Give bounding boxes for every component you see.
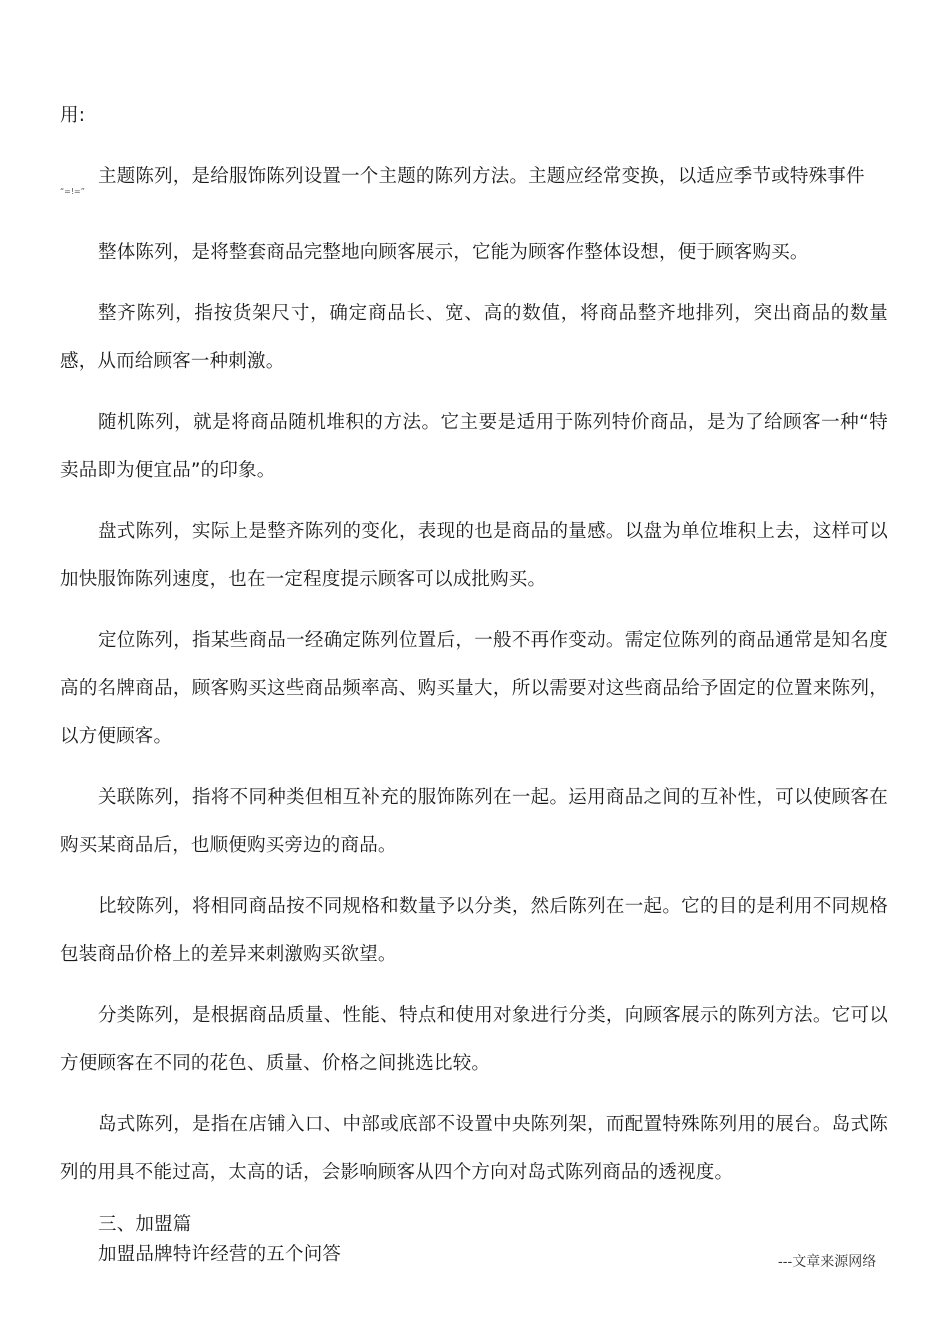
paragraph-theme-display: 主题陈列，是给服饰陈列设置一个主题的陈列方法。主题应经常变换，以适应季节或特殊事件 bbox=[98, 166, 865, 187]
paragraph-category-display: 分类陈列，是根据商品质量、性能、特点和使用对象进行分类，向顾客展示的陈列方法。它可以方便顾客在不同的花色、质量、价格之间挑选比较。 bbox=[60, 1005, 888, 1074]
paragraph-whole-display: 整体陈列，是将整套商品完整地向顾客展示，它能为顾客作整体设想，便于顾客购买。 bbox=[98, 242, 809, 263]
source-note: ---文章来源网络 bbox=[778, 1254, 877, 1270]
paragraph-comparison-display: 比较陈列，将相同商品按不同规格和数量予以分类，然后陈列在一起。它的目的是利用不同规格包装商品价格上的差异来刺激购买欲望。 bbox=[60, 896, 888, 965]
paragraph-neat-display: 整齐陈列，指按货架尺寸，确定商品长、宽、高的数值，将商品整齐地排列，突出商品的数量感，从而给顾客一种刺激。 bbox=[60, 303, 888, 372]
paragraph-related-display: 关联陈列，指将不同种类但相互补充的服饰陈列在一起。运用商品之间的互补性，可以使顾客在购买某商品后，也顺便购买旁边的商品。 bbox=[60, 787, 888, 856]
paragraph-random-display: 随机陈列，就是将商品随机堆积的方法。它主要是适用于陈列特价商品，是为了给顾客一种“特卖品即为便宜品”的印象。 bbox=[60, 412, 888, 481]
section-subheading: 加盟品牌特许经营的五个问答 bbox=[98, 1244, 342, 1265]
paragraph-fixed-display: 定位陈列，指某些商品一经确定陈列位置后，一般不再作变动。需定位陈列的商品通常是知名度高的名牌商品，顾客购买这些商品频率高、购买量大，所以需要对这些商品给予固定的位置来陈列，以方便顾客。 bbox=[60, 630, 888, 747]
paragraph-tray-display: 盘式陈列，实际上是整齐陈列的变化，表现的也是商品的量感。以盘为单位堆积上去，这样可以加快服饰陈列速度，也在一定程度提示顾客可以成批购买。 bbox=[60, 521, 888, 590]
lead-text: 用: bbox=[60, 105, 86, 126]
garbled-text: “=!=” bbox=[60, 187, 85, 196]
paragraph-island-display: 岛式陈列，是指在店铺入口、中部或底部不设置中央陈列架，而配置特殊陈列用的展台。岛式陈列的用具不能过高，太高的话，会影响顾客从四个方向对岛式陈列商品的透视度。 bbox=[60, 1114, 888, 1183]
section-heading: 三、加盟篇 bbox=[98, 1214, 192, 1235]
document-body bbox=[60, 92, 888, 1270]
